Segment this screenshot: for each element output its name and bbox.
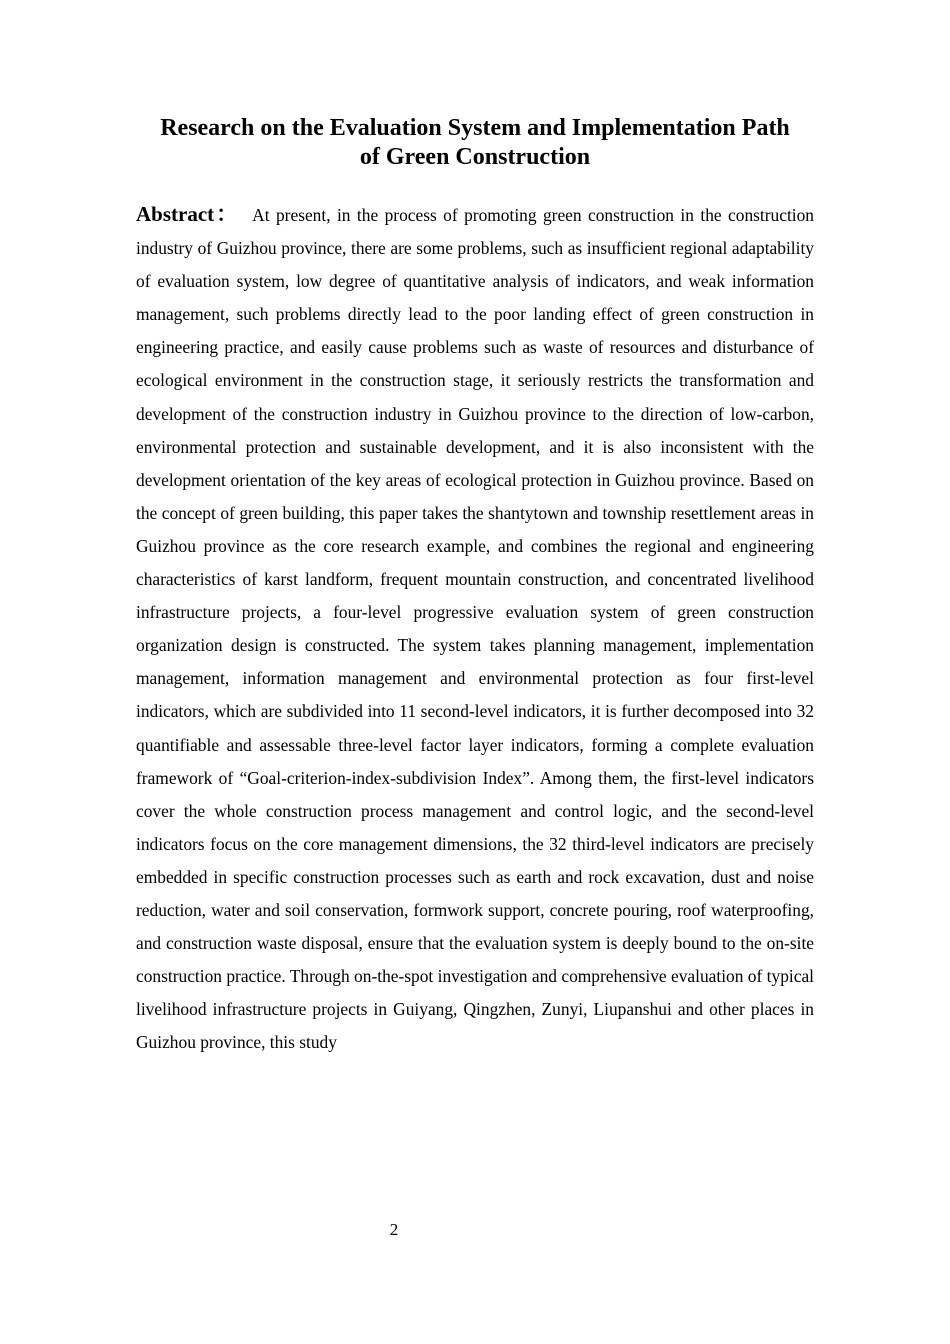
paper-title-line-1: Research on the Evaluation System and Implementation Path <box>160 115 790 141</box>
paper-title <box>136 114 814 172</box>
page-number: 2 <box>389 1220 399 1239</box>
abstract-paragraph <box>136 198 814 1059</box>
abstract-text: At present, in the process of promoting green construction in the construction industry of Guizhou province, there are some problems, such as insufficient regional adaptability of evaluation system, low degree of quantitative analysis of indicators, and weak information management, such problems directly lead to the poor landing effect of green construction in engineering practice, and easily cause problems such as waste of resources and disturbance of ecological environment in the construction stage, it seriously restricts the transformation and development of the construction industry in Guizhou province to the direction of low-carbon, environmental protection and sustainable development, and it is also inconsistent with the development orientation of the key areas of ecological protection in Guizhou province. Based on the concept of green building, this paper takes the shantytown and township resettlement areas in Guizhou province as the core research example, and combines the regional and engineering characteristics of karst landform, frequent mountain construction, and concentrated livelihood infrastructure projects, a four-level progressive evaluation system of green construction organization design is constructed. The system takes planning management, implementation management, information management and environmental protection as four first-level indicators, which are subdivided into 11 second-level indicators, it is further decomposed into 32 quantifiable and assessable three-level factor layer indicators, forming a complete evaluation framework of “Goal-criterion-index-subdivision Index”. Among them, the first-level indicators cover the whole construction process management and control logic, and the second-level indicators focus on the core management dimensions, the 32 third-level indicators are precisely embedded in specific construction processes such as earth and rock excavation, dust and noise reduction, water and soil conservation, formwork support, concrete pouring, roof waterproofing, and construction waste disposal, ensure that the evaluation system is deeply bound to the on-site construction practice. Through on-the-spot investigation and comprehensive evaluation of typical livelihood infrastructure projects in Guiyang, Qingzhen, Zunyi, Liupanshui and other places in Guizhou province, this study <box>136 205 815 1053</box>
abstract-label: Abstract： <box>136 202 240 226</box>
paper-title-line-2: of Green Construction <box>359 144 591 170</box>
